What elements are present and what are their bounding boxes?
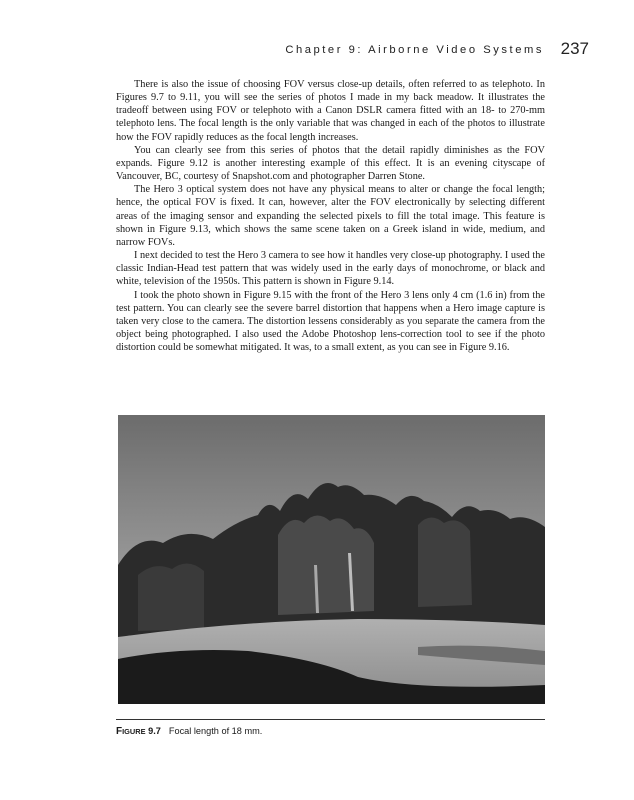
figure-caption <box>116 726 262 737</box>
paragraph-5: I took the photo shown in Figure 9.15 with the front of the Hero 3 lens only 4 cm (1.6 in) from the test pattern. You can clearly see the severe barrel distortion that happens when a Hero image capture is taken very close to the camera. The distortion lessens considerably as you separate the camera from the object being photographed. I also used the Adobe Photoshop lens-correction tool to see if the photo distortion could be somewhat mitigated. It was, to a small extent, as you can see in Figure 9.16. <box>116 289 545 354</box>
caption-rule <box>116 719 545 720</box>
caption-text: Focal length of 18 mm. <box>168 726 263 736</box>
page-header <box>0 38 634 64</box>
paragraph-1: There is also the issue of choosing FOV versus close-up details, often referred to as telephoto. In Figures 9.7 to 9.11, you will see the series of photos I made in my back meadow. It illustrates the tradeoff between using FOV or telephoto with a Canon DSLR camera fitted with an 18- to 270-mm telephoto lens. The focal length is the only variable that was changed in each of the photos to illustrate how the FOV rapidly reduces as the focal length increases. <box>116 79 545 143</box>
paragraph-2: You can clearly see from this series of photos that the detail rapidly diminishes as the FOV expands. Figure 9.12 is another interesting example of this effect. It is an evening cityscape of Vancouver, BC, courtesy of Snapshot.com and photographer Darren Stone. <box>116 144 545 183</box>
paragraph-4: I next decided to test the Hero 3 camera to see how it handles very close-up photography. I used the classic Indian-Head test pattern that was widely used in the early days of monochrome, or black and white, television of the 1950s. This pattern is shown in Figure 9.14. <box>116 250 545 288</box>
running-head: Chapter 9: Airborne Video Systems <box>285 44 544 56</box>
figure-label: FIGURE 9.7 <box>116 726 161 737</box>
page-number: 237 <box>560 39 589 58</box>
body-text <box>116 78 545 354</box>
meadow-photo <box>118 415 545 704</box>
paragraph-3: The Hero 3 optical system does not have any physical means to alter or change the focal length; hence, the optical FOV is fixed. It can, however, alter the FOV electronically by selecting different areas of the imaging sensor and expanding the selected pixels to fill the total image. This feature is shown in Figure 9.13, which shows the same scene taken on a Greek island in wide, medium, and narrow FOVs. <box>116 184 545 248</box>
